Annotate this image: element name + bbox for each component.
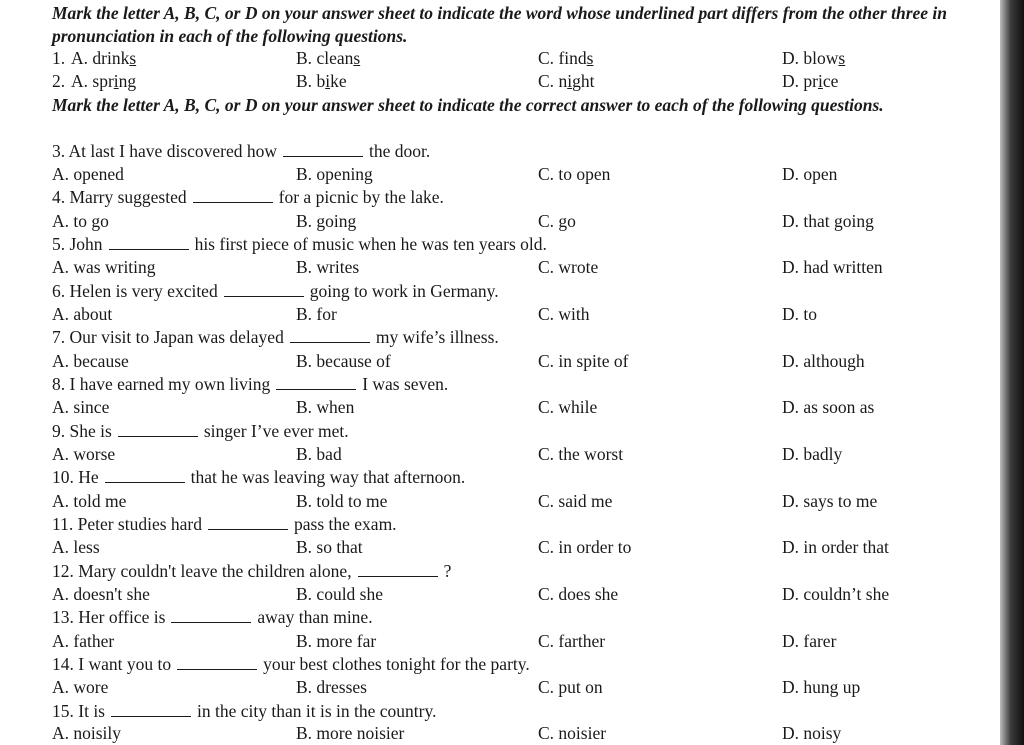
pron-option <box>71 70 136 93</box>
option-d: D. open <box>782 164 838 184</box>
question-stem <box>52 560 451 583</box>
option-c: C. in spite of <box>538 351 629 371</box>
option-c: C. farther <box>538 631 606 651</box>
underlined-part: s <box>353 48 361 68</box>
underlined-part: i <box>113 71 119 91</box>
stem-text: pass the exam. <box>294 514 397 534</box>
underlined-part: s <box>129 48 137 68</box>
question-stem <box>52 653 530 676</box>
answer-blank <box>111 700 191 717</box>
underlined-part: s <box>586 48 594 68</box>
option-c: C. with <box>538 304 590 324</box>
question-stem <box>52 373 448 396</box>
option-d: D. as soon as <box>782 397 875 417</box>
pron-option <box>782 47 845 70</box>
option-c: C. to open <box>538 164 611 184</box>
option-d: D. hung up <box>782 677 861 697</box>
stem-text: his first piece of music when he was ten years old. <box>194 234 547 254</box>
question-stem <box>52 606 373 629</box>
answer-blank <box>276 373 356 390</box>
option-b: B. when <box>296 397 355 417</box>
question-stem <box>52 700 436 723</box>
answer-blank <box>105 466 185 483</box>
option-text: ce <box>822 71 839 91</box>
option-d: D. farer <box>782 631 837 651</box>
stem-text: 7. Our visit to Japan was delayed <box>52 327 284 347</box>
option-d: D. although <box>782 351 865 371</box>
stem-text: ? <box>443 561 452 581</box>
option-d: D. says to me <box>782 491 878 511</box>
option-b: B. for <box>296 304 337 324</box>
stem-text: singer I’ve ever met. <box>203 421 349 441</box>
option-a: A. about <box>52 304 113 324</box>
option-label: C. <box>538 48 555 68</box>
option-label: C. <box>538 71 555 91</box>
stem-text: the door. <box>369 141 431 161</box>
underlined-part: i <box>817 71 823 91</box>
option-a: A. wore <box>52 677 109 697</box>
instruction-pronunciation: Mark the letter A, B, C, or D on your answer sheet to indicate the word whose underlined part differs from the other three in pronunciation in each of the following questions. <box>52 3 948 46</box>
stem-text: for a picnic by the lake. <box>278 187 444 207</box>
pron-item-number: 2. <box>52 71 66 91</box>
option-a: A. doesn't she <box>52 584 150 604</box>
option-b: B. writes <box>296 257 360 277</box>
option-b: B. dresses <box>296 677 367 697</box>
answer-blank <box>358 560 438 577</box>
option-label: B. <box>296 48 313 68</box>
option-text: n <box>558 71 568 91</box>
option-text: clean <box>316 48 354 68</box>
pron-option <box>71 47 136 70</box>
instruction-correct-answer: Mark the letter A, B, C, or D on your answer sheet to indicate the correct answer to each of the following questions. <box>52 95 884 115</box>
stem-text: your best clothes tonight for the party. <box>263 654 530 674</box>
question-stem <box>52 326 499 349</box>
option-d: D. that going <box>782 211 874 231</box>
option-b: B. so that <box>296 537 363 557</box>
stem-text: 11. Peter studies hard <box>52 514 203 534</box>
option-text: ght <box>572 71 595 91</box>
option-label: D. <box>782 48 800 68</box>
option-a: A. to go <box>52 211 109 231</box>
option-b: B. told to me <box>296 491 388 511</box>
stem-text: 6. Helen is very excited <box>52 281 218 301</box>
option-c: C. put on <box>538 677 603 697</box>
stem-text: 14. I want you to <box>52 654 172 674</box>
option-c: C. said me <box>538 491 613 511</box>
answer-blank <box>109 233 189 250</box>
option-text: find <box>558 48 587 68</box>
option-b: B. more far <box>296 631 377 651</box>
question-stem <box>52 466 465 489</box>
option-b: B. more noisier <box>296 723 405 743</box>
stem-text: away than mine. <box>257 607 373 627</box>
option-d: D. badly <box>782 444 843 464</box>
option-c: C. wrote <box>538 257 599 277</box>
stem-text: 3. At last I have discovered how <box>52 141 278 161</box>
option-a: A. opened <box>52 164 124 184</box>
option-d: D. couldn’t she <box>782 584 890 604</box>
question-stem <box>52 140 430 163</box>
option-text: b <box>316 71 326 91</box>
answer-blank <box>224 280 304 297</box>
option-d: D. had written <box>782 257 883 277</box>
option-a: A. since <box>52 397 110 417</box>
pron-item-number: 1. <box>52 48 66 68</box>
question-stem <box>52 280 499 303</box>
option-b: B. bad <box>296 444 342 464</box>
answer-blank <box>171 606 251 623</box>
stem-text: in the city than it is in the country. <box>197 701 437 721</box>
option-b: B. opening <box>296 164 373 184</box>
option-c: C. go <box>538 211 576 231</box>
option-d: D. in order that <box>782 537 889 557</box>
question-stem <box>52 420 349 443</box>
answer-blank <box>118 420 198 437</box>
answer-blank <box>177 653 257 670</box>
answer-blank <box>283 140 363 157</box>
option-b: B. because of <box>296 351 391 371</box>
stem-text: 9. She is <box>52 421 112 441</box>
question-stem <box>52 513 397 536</box>
stem-text: 5. John <box>52 234 103 254</box>
option-c: C. while <box>538 397 598 417</box>
option-a: A. because <box>52 351 129 371</box>
option-b: B. going <box>296 211 357 231</box>
option-c: C. the worst <box>538 444 624 464</box>
question-stem <box>52 186 444 209</box>
underlined-part: s <box>838 48 846 68</box>
stem-text: 4. Marry suggested <box>52 187 187 207</box>
option-text: pr <box>803 71 818 91</box>
answer-blank <box>290 326 370 343</box>
option-label: D. <box>782 71 800 91</box>
pron-option <box>782 70 838 93</box>
option-c: C. does she <box>538 584 619 604</box>
pron-option <box>296 70 347 93</box>
pron-option <box>538 70 594 93</box>
option-text: drink <box>92 48 130 68</box>
option-label: B. <box>296 71 313 91</box>
option-c: C. in order to <box>538 537 632 557</box>
option-c: C. noisier <box>538 723 607 743</box>
pron-option <box>538 47 593 70</box>
stem-text: 13. Her office is <box>52 607 166 627</box>
option-b: B. could she <box>296 584 384 604</box>
option-text: ke <box>330 71 347 91</box>
option-a: A. was writing <box>52 257 156 277</box>
stem-text: 15. It is <box>52 701 105 721</box>
option-d: D. to <box>782 304 817 324</box>
option-text: blow <box>803 48 839 68</box>
option-label: A. <box>71 48 89 68</box>
stem-text: 10. He <box>52 467 99 487</box>
option-a: A. told me <box>52 491 127 511</box>
answer-blank <box>208 513 288 530</box>
stem-text: my wife’s illness. <box>375 327 499 347</box>
underlined-part: i <box>325 71 331 91</box>
stem-text: going to work in Germany. <box>309 281 499 301</box>
option-a: A. less <box>52 537 100 557</box>
option-d: D. noisy <box>782 723 842 743</box>
option-label: A. <box>71 71 89 91</box>
stem-text: 12. Mary couldn't leave the children alone, <box>52 561 352 581</box>
question-stem <box>52 233 547 256</box>
page-edge-shadow <box>1000 0 1024 745</box>
stem-text: 8. I have earned my own living <box>52 374 271 394</box>
option-a: A. father <box>52 631 115 651</box>
answer-blank <box>193 186 273 203</box>
option-a: A. noisily <box>52 723 122 743</box>
underlined-part: i <box>567 71 573 91</box>
option-text: ng <box>118 71 137 91</box>
stem-text: I was seven. <box>362 374 449 394</box>
option-text: spr <box>92 71 114 91</box>
stem-text: that he was leaving way that afternoon. <box>190 467 466 487</box>
option-a: A. worse <box>52 444 116 464</box>
pron-option <box>296 47 360 70</box>
